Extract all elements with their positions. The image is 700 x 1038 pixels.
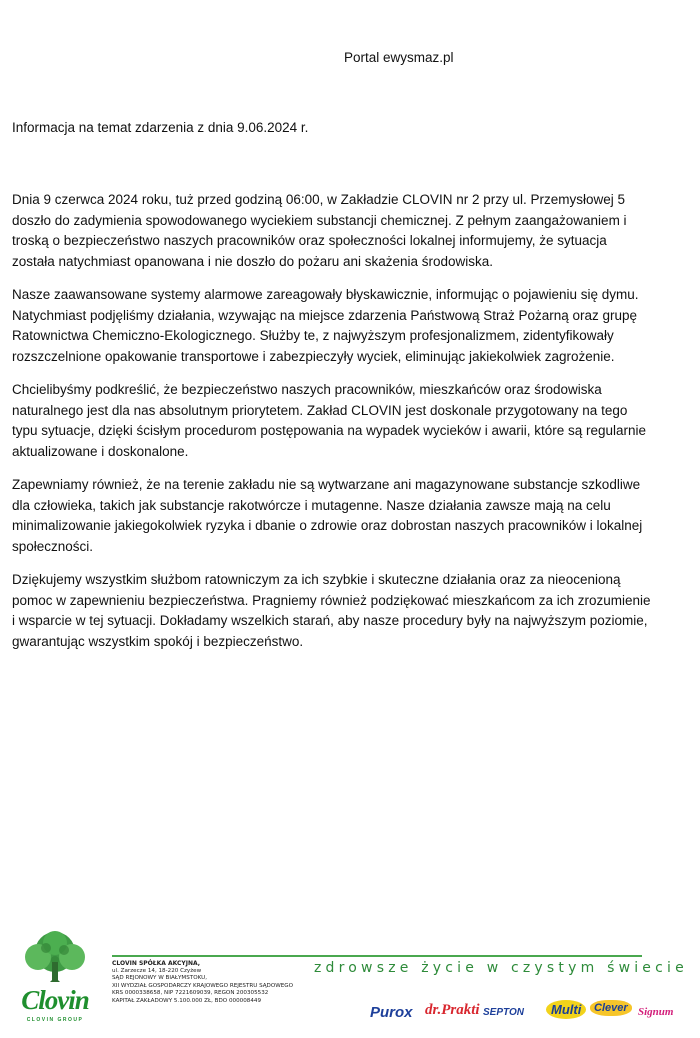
brand-multi: Multi bbox=[546, 1000, 586, 1019]
company-ids: KRS 0000338658, NIP 7221609039, REGON 200305532 bbox=[112, 990, 269, 997]
paragraph-4: Zapewniamy również, że na terenie zakładu nie są wytwarzane ani magazynowane substancje szkodliwe dla człowieka, takich jak substancje rakotwórcze i mutagenne. Nasze działania zawsze mają na celu minimalizowanie jakiegokolwiek ryzyka i dbanie o zdrowie oraz dobrostan naszych pracowników i lokalnej społeczności. bbox=[12, 477, 643, 554]
recipient-line: Portal ewysmaz.pl bbox=[344, 50, 454, 65]
paragraph-5: Dziękujemy wszystkim służbom ratowniczym za ich szybkie i skuteczne działania oraz za nieocenioną pomoc w zapewnieniu bezpieczeństwa. Pragniemy również podziękować mieszkańcom za ich zrozumienie i wsparcie w tej sytuacji. Dokładamy wszelkich starań, aby nasze procedury były na najwyższym poziomie, gwarantując wszystkim spokój i bezpieczeństwo. bbox=[12, 572, 651, 649]
tree-icon bbox=[14, 930, 96, 990]
company-register: XII WYDZIAŁ GOSPODARCZY KRAJOWEGO REJESTRU SĄDOWEGO bbox=[112, 982, 294, 989]
letterhead-footer bbox=[0, 930, 700, 1038]
company-capital: KAPITAŁ ZAKŁADOWY 5.100.000 ZŁ, BDO 000008449 bbox=[112, 997, 262, 1004]
brand-logos bbox=[368, 998, 674, 1028]
company-address: ul. Zarzecze 14, 18-220 Czyżew bbox=[112, 967, 202, 974]
company-name: CLOVIN SPÓŁKA AKCYJNA, bbox=[112, 960, 201, 967]
paragraph-3: Chcielibyśmy podkreślić, że bezpieczeństwo naszych pracowników, mieszkańców oraz środowiska naturalnego jest dla nas absolutnym priorytetem. Zakład CLOVIN jest doskonale przygotowany na tego typu sytuacje, dzięki ścisłym procedurom postępowania na wypadek wycieków i awarii, które są regularnie aktualizowane i doskonalone. bbox=[12, 382, 647, 459]
brand-purox: Purox bbox=[370, 1004, 413, 1021]
paragraph-2: Nasze zaawansowane systemy alarmowe zareagowały błyskawicznie, informując o pojawieniu się dymu. Natychmiast podjęliśmy działania, wzywając na miejsce zdarzenia Państwową Straż Pożarną oraz grupę Ratownictwa Chemiczno-Ekologicznego. Służby te, z najwyższym profesjonalizmem, zidentyfikowały rozszczelnione opakowanie transportowe i zabezpieczyły wyciek, eliminując jakiekolwiek zagrożenie. bbox=[12, 287, 639, 364]
company-details bbox=[112, 960, 293, 1006]
logo-subtext: CLOVIN GROUP bbox=[26, 1017, 84, 1023]
logo-wordmark: Clovin bbox=[21, 985, 89, 1015]
company-court: SĄD REJONOWY W BIAŁYMSTOKU, bbox=[112, 975, 208, 982]
brand-septon: SEPTON bbox=[483, 1007, 524, 1018]
letter-body bbox=[12, 190, 652, 665]
brand-plakti: dr.Prakti bbox=[425, 1002, 480, 1018]
brand-clever: Clever bbox=[590, 1000, 632, 1016]
paragraph-1: Dnia 9 czerwca 2024 roku, tuż przed godziną 06:00, w Zakładzie CLOVIN nr 2 przy ul. Przemysłowej 5 doszło do zadymienia spowodowanego wyciekiem substancji chemicznej. Z pełnym zaangażowaniem i troską o bezpieczeństwo naszych pracowników oraz społeczności lokalnej informujemy, że sytuacja została natychmiast opanowana i nie doszło do pożaru ani skażenia środowiska. bbox=[12, 192, 627, 269]
subject-line: Informacja na temat zdarzenia z dnia 9.06.2024 r. bbox=[12, 120, 309, 135]
footer-divider bbox=[112, 955, 642, 957]
brand-signum: Signum bbox=[638, 1006, 674, 1018]
company-slogan: zdrowsze życie w czystym świecie bbox=[314, 960, 688, 976]
